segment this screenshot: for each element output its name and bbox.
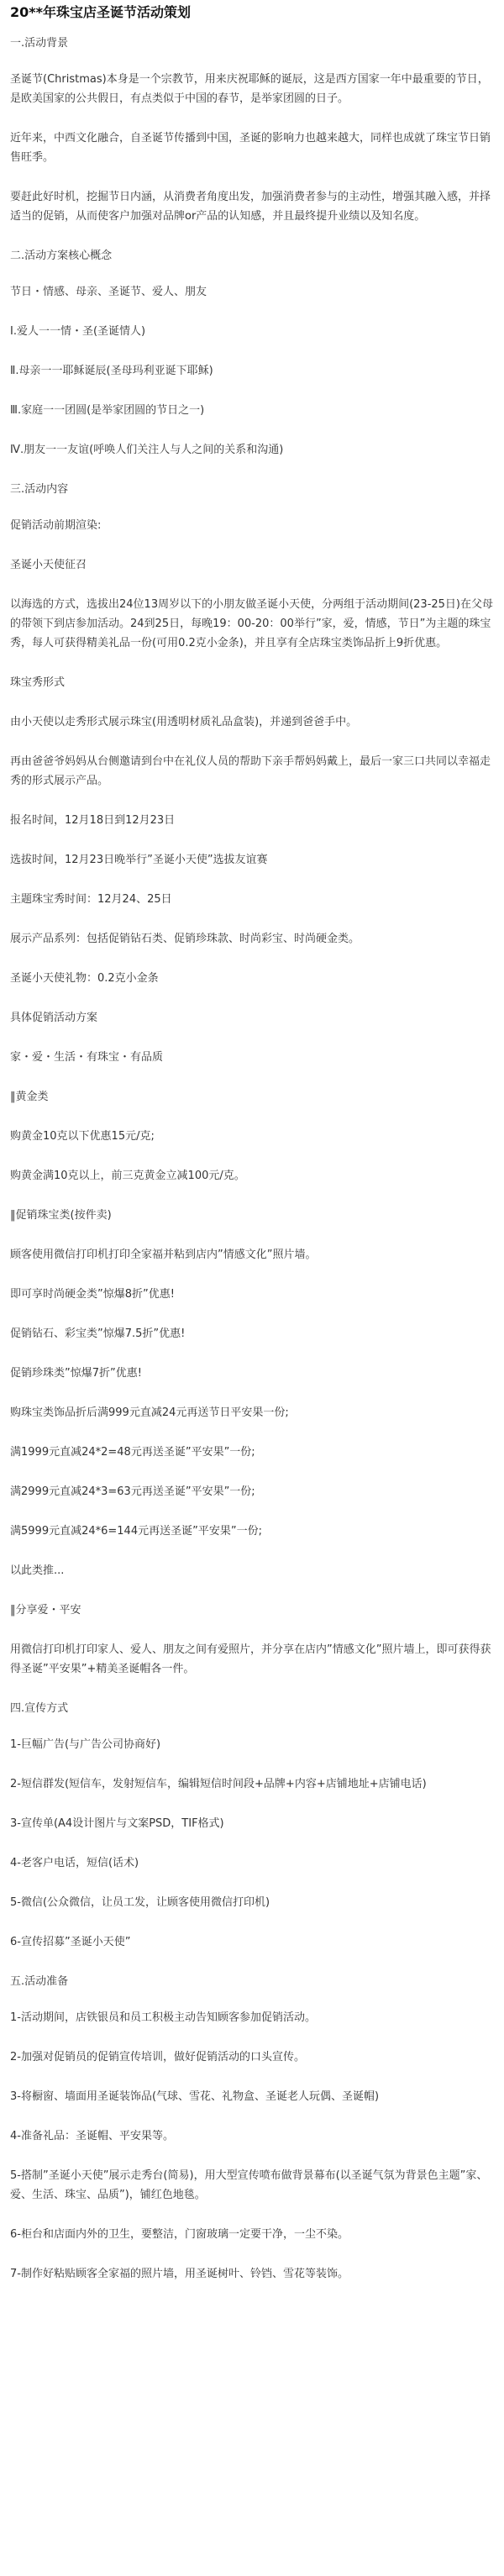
paragraph: 1-巨幅广告(与广告公司协商好) xyxy=(10,1738,161,1751)
paragraph: 促销珍珠类”惊爆7折”优惠! xyxy=(10,1367,142,1380)
paragraph: 1-活动期间，店铁银员和员工积极主动告知顾客参加促销活动。 xyxy=(10,2011,316,2024)
document-title: 20**年珠宝店圣诞节活动策划 xyxy=(10,4,192,20)
paragraph: 2-短信群发(短信车，发射短信车，编辑短信时间段+品牌+内容+店铺地址+店铺电话) xyxy=(10,1778,427,1790)
paragraph: 满1999元直减24*2=48元再送圣诞”平安果”一份; xyxy=(10,1446,255,1459)
paragraph: 购珠宝类饰品折后满999元直减24元再送节日平安果一份; xyxy=(10,1406,289,1419)
paragraph: 家・爱・生活・有珠宝・有品质 xyxy=(10,1051,164,1064)
section-heading: 三.活动内容 xyxy=(10,483,69,496)
paragraph: 6-宣传招募”圣诞小天使” xyxy=(10,1936,131,1948)
paragraph: 促销钻石、彩宝类”惊爆7.5折”优惠! xyxy=(10,1327,186,1340)
paragraph: 以此类推... xyxy=(10,1564,65,1577)
paragraph: 6-柜台和店面内外的卫生，要整洁，门窗玻璃一定要干净，一尘不染。 xyxy=(10,2228,349,2241)
paragraph: 节日・情感、母亲、圣诞节、爱人、朋友 xyxy=(10,286,207,298)
paragraph: 4-准备礼品：圣诞帽、平安果等。 xyxy=(10,2130,174,2142)
paragraph: 具体促销活动方案 xyxy=(10,1012,98,1024)
paragraph: Ⅳ.朋友一一友谊(呼唤人们关注人与人之间的关系和沟通) xyxy=(10,444,284,456)
section-heading: 五.活动准备 xyxy=(10,1975,69,1988)
paragraph: 展示产品系列：包括促销钻石类、促销珍珠款、时尚彩宝、时尚硬金类。 xyxy=(10,933,360,945)
paragraph: 7-制作好粘贴顾客全家福的照片墙，用圣诞树叶、铃铛、雪花等装饰。 xyxy=(10,2268,349,2280)
paragraph: 珠宝秀形式 xyxy=(10,676,66,689)
paragraph: 要赶此好时机，挖掘节日内涵，从消费者角度出发，加强消费者参与的主动性，增强其融入感，并择适当的促销，从而使客户加强对品牌or产品的认知感，并且最终提升业绩以及知名度。 xyxy=(10,191,491,223)
document-body xyxy=(10,34,494,2284)
paragraph: 圣诞小天使征召 xyxy=(10,559,87,571)
paragraph: 即可享时尚硬金类”惊爆8折”优惠! xyxy=(10,1288,175,1301)
paragraph: 圣诞小天使礼物：0.2克小金条 xyxy=(10,972,159,985)
paragraph: 由小天使以走秀形式展示珠宝(用透明材质礼品盒装)，并递到爸爸手中。 xyxy=(10,716,358,728)
paragraph: 满2999元直减24*3=63元再送圣诞”平安果”一份; xyxy=(10,1485,255,1498)
paragraph: 报名时间，12月18日到12月23日 xyxy=(10,814,176,827)
paragraph: 满5999元直减24*6=144元再送圣诞”平安果”一份; xyxy=(10,1525,262,1538)
paragraph: 用微信打印机打印家人、爱人、朋友之间有爱照片，并分享在店内”情感文化”照片墙上，即可获得获得圣诞”平安果”+精美圣诞帽各一件。 xyxy=(10,1643,491,1675)
paragraph: 5-搭制”圣诞小天使”展示走秀台(简易)，用大型宣传喷布做背景幕布(以圣诞气氛为背景色主题”家、爱、生活、珠宝、品质”)，铺红色地毯。 xyxy=(10,2169,488,2201)
paragraph: Ⅱ.母亲一一耶稣诞辰(圣母玛利亚诞下耶稣) xyxy=(10,365,213,377)
paragraph: ‖黄金类 xyxy=(10,1091,49,1103)
paragraph: 主题珠宝秀时间：12月24、25日 xyxy=(10,893,172,906)
paragraph: 再由爸爸爷妈妈从台侧邀请到台中在礼仪人员的帮助下亲手帮妈妈戴上，最后一家三口共同以幸福走秀的形式展示产品。 xyxy=(10,755,491,787)
paragraph: Ⅲ.家庭一一团圆(是举家团圆的节日之一) xyxy=(10,404,205,417)
paragraph: ‖促销珠宝类(按件卖) xyxy=(10,1209,112,1222)
paragraph: 3-宣传单(A4设计图片与文案PSD，TIF格式) xyxy=(10,1817,224,1830)
paragraph: 4-老客户电话，短信(话术) xyxy=(10,1857,139,1869)
paragraph: ‖分享爱・平安 xyxy=(10,1604,81,1617)
paragraph: 购黄金满10克以上，前三克黄金立减100元/克。 xyxy=(10,1170,245,1182)
paragraph: 2-加强对促销员的促销宣传培训，做好促销活动的口头宣传。 xyxy=(10,2051,305,2063)
paragraph: 促销活动前期渲染: xyxy=(10,519,102,532)
paragraph: 购黄金10克以下优惠15元/克; xyxy=(10,1130,155,1143)
paragraph: Ⅰ.爱人一一情・圣(圣诞情人) xyxy=(10,325,146,338)
section-heading: 一.活动背景 xyxy=(10,37,69,50)
section-heading: 四.宣传方式 xyxy=(10,1702,69,1715)
section-heading: 二.活动方案核心概念 xyxy=(10,250,113,262)
paragraph: 近年来，中西文化融合，自圣诞节传播到中国，圣诞的影响力也越来越大，同样也成就了珠宝节日销售旺季。 xyxy=(10,132,491,164)
paragraph: 顾客使用微信打印机打印全家福并粘到店内”情感文化”照片墙。 xyxy=(10,1249,317,1261)
paragraph: 圣诞节(Christmas)本身是一个宗教节，用来庆祝耶稣的诞辰，这是西方国家一年中最重要的节日，是欧美国家的公共假日，有点类似于中国的春节，是举家团圆的日子。 xyxy=(10,73,489,105)
paragraph: 3-将橱窗、墙面用圣诞装饰品(气球、雪花、礼物盒、圣诞老人玩偶、圣诞帽) xyxy=(10,2090,380,2103)
paragraph: 以海选的方式，选拔出24位13周岁以下的小朋友做圣诞小天使，分两组于活动期间(23-25日)在父母的带领下到店参加活动。24到25日，每晚19：00-20：00举行”家，爱，情感，节日”为主题的珠宝秀，每人可获得精美礼品一份(可用0.2克小金条)，并且享有全店珠宝类饰品折上9折优惠。 xyxy=(10,598,494,649)
paragraph: 选拔时间，12月23日晚举行”圣诞小天使”选拔友谊赛 xyxy=(10,854,268,866)
paragraph: 5-微信(公众微信，让员工发，让顾客使用微信打印机) xyxy=(10,1896,270,1909)
